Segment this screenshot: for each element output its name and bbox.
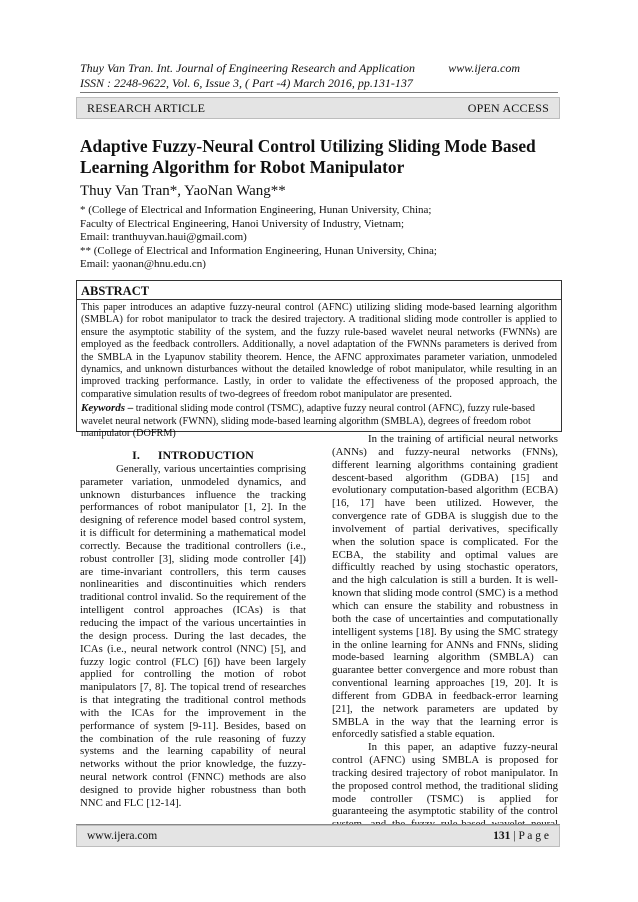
affiliation-line: ** (College of Electrical and Information Engineering, Hunan University, China; [80,244,437,257]
affiliation-line: * (College of Electrical and Information Engineering, Hunan University, China; [80,204,432,216]
abstract-text: This paper introduces an adaptive fuzzy-neural control (AFNC) utilizing sliding mode-based learning algorithm (SMBLA) for robot manipulator to track the desired trajectory. A traditional sliding mode controller is applied to ensure the asymptotic stability of the system, and the fuzzy rule-based wavelet neural networks (FWNNs) are employed as the feedback controllers. Additionally, a novel adaptation of the FWNNs parameters is derived from the SMBLA in the Lyapunov stability theorem. Hence, the AFNC approximates parameter variation, unmodeled dynamics, and unknown disturbances without the detailed knowledge of robot manipulator, while resulting in an improved tracking performance. Lastly, in order to validate the effectiveness of the proposed approach, the comparative simulation results of two-degrees of freedom robot manipulator are presented. [81,302,557,400]
affiliations [80,204,550,272]
right-column [332,433,558,844]
section-heading-introduction: I. INTRODUCTION [132,448,254,462]
page-number [493,830,549,842]
journal-website[interactable]: www.ijera.com [448,61,520,75]
abstract-divider [77,299,561,300]
open-access-label: OPEN ACCESS [467,100,549,115]
keywords-label: Keywords – [81,402,134,415]
journal-name: Thuy Van Tran. Int. Journal of Engineering Research and Application [80,61,415,75]
keywords-text: traditional sliding mode control (TSMC), adaptive fuzzy neural control (AFNC), fuzzy rule-based wavelet neural network (FWNN), sliding mode-based learning algorithm (SMBLA), degrees of freedom robot manipulator (DOFRM) [81,403,535,440]
footer-website[interactable]: www.ijera.com [87,830,158,842]
running-header [80,61,520,76]
page-label: | P a g e [510,830,549,842]
affiliation-line: Faculty of Electrical Engineering, Hanoi University of Industry, Vietnam; [80,217,405,230]
paper-title: Adaptive Fuzzy-Neural Control Utilizing Sliding Mode Based Learning Algorithm for Robot Manipulator [80,136,536,177]
abstract-box [76,280,562,440]
abstract-heading: ABSTRACT [81,284,150,298]
page-footer [76,825,560,847]
left-column [80,449,306,810]
affiliation-email[interactable]: Email: tranthuyvan.haui@gmail.com) [80,231,247,244]
author-list: Thuy Van Tran*, YaoNan Wang** [80,183,286,199]
page-number-value: 131 [493,830,511,842]
intro-paragraph: In the training of artificial neural networks (ANNs) and fuzzy-neural networks (FNNs), different learning algorithms containing gradient descent-based algorithm (GDBA) [15] and evolutionary computation-based algorithm (ECBA) [16, 17] have been utilized. However, the convergence rate of GDBA is sluggish due to the involvement of partial derivatives, specifically when the solution space is complicated. For the ECBA, the stability and optimal values are difficultly reached by using stochastic operators, and the high calculation is still a burden. It is well-known that sliding mode control (SMC) is a method which can ensure the stability and robustness in both the case of uncertainties and computationally intelligent systems [18]. By using the SMC strategy in the online learning for ANNs and FNNs, sliding mode-based learning algorithm (SMBLA) can guarantee better convergence and more robust than conventional learning approaches [19, 20]. It is different from GDBA in feedback-error learning [21], the network parameters are updated by SMBLA in the way that the learning error is enforcedly satisfied a stable equation. [332,433,558,741]
intro-paragraph: Generally, various uncertainties comprising parameter variation, unmodeled dynamics, and unknown disturbances influence the tracking performances of robot manipulator [1, 2]. In the designing of reference model based control system, it is difficult for determining a mathematical model correctly. Because the traditional controllers (i.e., robust controller [3], sliding mode controller [4]) are time-invariant controllers, this term causes nonlinearities and discontinuities which renders traditional control invalid. So the requirement of the intelligent control approaches (ICAs) is that reducing the impact of the various uncertainties in the design process. During the last decades, the ICAs (i.e., neural network control (NNC) [5], and fuzzy logic control (FLC) [6]) have been largely applied for controlling the motion of robot manipulators [7, 8]. The topical trend of researches is that integrating the traditional control methods with the ICAs for the improvement in the performance of system [9-11]. Besides, based on the combination of the rule reasoning of fuzzy systems and the learning capability of neural networks without the prior knowledge, the fuzzy-neural network control (FNNC) methods are also designed to provide higher robustness than both NNC and FLC [12-14]. [80,462,306,809]
issn-line: ISSN : 2248-9622, Vol. 6, Issue 3, ( Part -4) March 2016, pp.131-137 [80,76,413,90]
research-article-label: RESEARCH ARTICLE [87,100,206,115]
header-divider [80,92,558,93]
intro-paragraph: In this paper, an adaptive fuzzy-neural control (AFNC) using SMBLA is proposed for tracking desired trajectory of robot manipulator. In the proposed control method, the traditional sliding mode controller (TSMC) is applied for guaranteeing the asymptotic stability of the control [332,741,558,818]
affiliation-email[interactable]: Email: yaonan@hnu.edu.cn) [80,258,206,271]
article-type-banner [76,97,560,119]
